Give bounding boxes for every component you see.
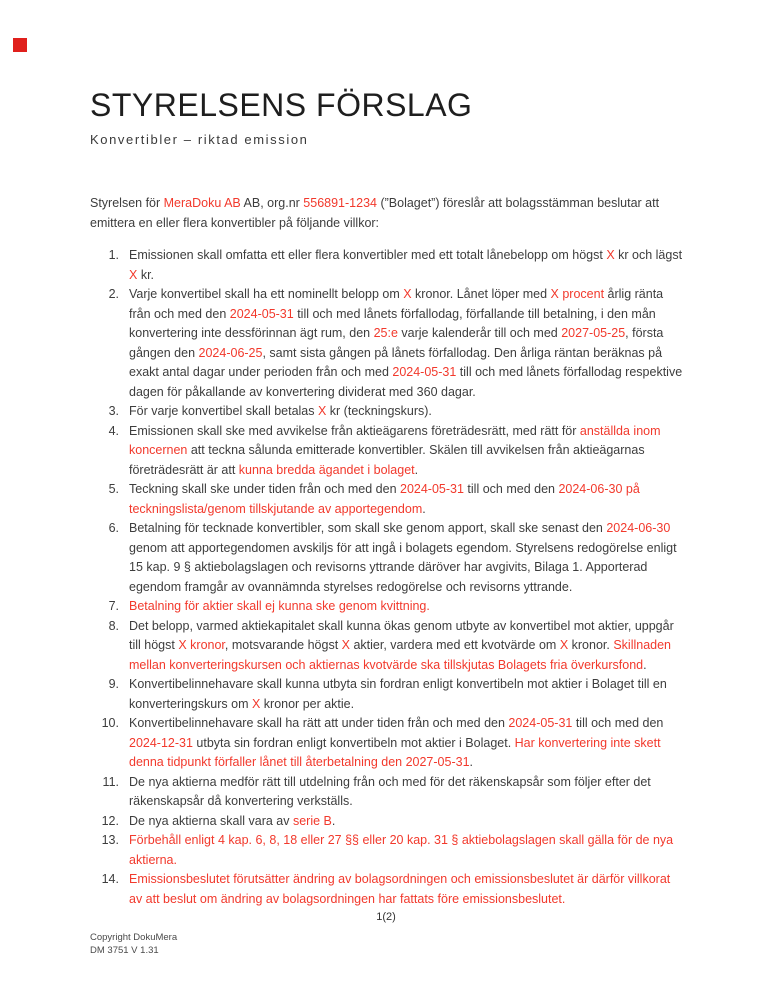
variable-text-red: X xyxy=(251,696,261,711)
variable-text-red: 556891-1234 xyxy=(303,196,377,211)
static-text: till och med lånets förfallodag, förfallande till betalning, i den mån konvertering inte dessförinnan ägt rum, den xyxy=(129,306,656,341)
variable-text-red: X xyxy=(341,638,350,653)
list-item-text xyxy=(129,480,684,519)
list-item xyxy=(90,812,684,832)
list-item-number: 2. xyxy=(108,287,119,302)
variable-text-red: 2027-05-25 xyxy=(561,326,626,341)
list-item xyxy=(90,597,684,617)
static-text: , första gången den xyxy=(129,326,664,360)
list-item-number: 1. xyxy=(108,248,119,263)
static-text: De nya aktierna skall vara av xyxy=(129,813,293,828)
list-item-text xyxy=(129,812,684,832)
static-text: till och med den xyxy=(463,482,559,497)
static-text: utbyta sin fordran enligt konvertibeln mot aktier i Bolaget. xyxy=(192,735,515,750)
list-item-number: 10. xyxy=(101,716,119,731)
variable-text-red: Förbehåll enligt 4 kap. 6, 8, 18 eller 27 §§ eller 20 kap. 31 § aktiebolagslagen skall gälla för de nya aktierna. xyxy=(129,833,674,867)
list-item-text xyxy=(129,246,684,285)
list-item-number: 7. xyxy=(108,599,119,614)
list-item xyxy=(90,519,684,597)
variable-text-red: 2024-05-31 xyxy=(508,716,573,731)
page-title: STYRELSENS FÖRSLAG xyxy=(90,87,473,123)
list-item-number: 11. xyxy=(102,774,119,789)
static-text: Betalning för tecknade konvertibler, som skall ske genom apport, skall ske senast den xyxy=(129,521,607,536)
version-line: DM 3751 V 1.31 xyxy=(90,945,159,956)
static-text: Varje konvertibel skall ha ett nominellt belopp om xyxy=(129,287,404,302)
list-item xyxy=(90,675,684,714)
document-content xyxy=(90,88,684,909)
static-text: genom att apportegendomen avskiljs för att ingå i bolagets egendom. Styrelsens redogörelse enligt 15 kap. 9 § aktiebolagslagen och revisorns yttrande däröver har avgivits, Bilaga 1. Apporterad egendom framgår av ovannämnda styrelses redogörelse och revisorns yttrande. xyxy=(129,540,677,594)
list-item-text xyxy=(129,285,684,402)
variable-text-red: 2024-06-30 på teckningslista/genom tillskjutande av apportegendom xyxy=(129,482,640,516)
static-text: . xyxy=(414,462,419,477)
list-item xyxy=(90,422,684,481)
list-item-text xyxy=(129,870,684,909)
list-item-number: 13. xyxy=(101,833,119,848)
list-item xyxy=(90,714,684,773)
variable-text-red: X xyxy=(606,248,615,263)
static-text: Emissionen skall omfatta ett eller flera konvertibler med ett totalt lånebelopp om högst xyxy=(129,248,607,263)
static-text: till och med den xyxy=(572,716,664,731)
variable-text-red: X xyxy=(403,287,412,302)
variable-text-red: serie B xyxy=(292,813,332,828)
list-item-number: 3. xyxy=(108,404,119,419)
static-text: kr och lägst xyxy=(614,248,683,263)
variable-text-red: Emissionsbeslutet förutsätter ändring av bolagsordningen och emissionsbeslutet är därför villkorat av att beslut om ändring av bolagsordningen har fattats före emissionsbeslutet. xyxy=(129,872,671,906)
static-text: aktier, vardera med ett kvotvärde om xyxy=(349,638,560,653)
list-item-text xyxy=(129,617,684,676)
copyright-line: Copyright DokuMera xyxy=(90,932,178,943)
list-item xyxy=(90,617,684,676)
static-text: De nya aktierna medför rätt till utdelning från och med för det räkenskapsår som följer efter det räkenskapsår då konvertering verkställs. xyxy=(129,774,651,809)
list-item-number: 9. xyxy=(108,677,119,692)
static-text: AB, org.nr xyxy=(240,196,304,211)
list-item-number: 14. xyxy=(101,872,119,887)
variable-text-red: kunna bredda ägandet i bolaget xyxy=(238,462,415,477)
static-text: . xyxy=(331,813,336,828)
list-item-number: 8. xyxy=(108,618,119,633)
variable-text-red: X xyxy=(317,404,327,419)
page-number: 1(2) xyxy=(376,911,396,923)
list-item xyxy=(90,246,684,285)
variable-text-red: anställda inom koncernen xyxy=(129,423,661,458)
terms-list xyxy=(90,246,684,909)
static-text: (”Bolaget”) föreslår att bolagsstämman beslutar att emittera en eller flera konvertibler på följande villkor: xyxy=(90,196,660,230)
static-text: kronor. Lånet löper med xyxy=(411,287,551,302)
variable-text-red: X xyxy=(129,267,138,282)
list-item-number: 5. xyxy=(108,482,119,497)
variable-text-red: 2024-05-31 xyxy=(229,306,294,321)
static-text: , samt sista gången på lånets förfallodag. Den årliga räntan beräknas på exakt antal dagar under perioden från och med xyxy=(129,345,663,380)
list-item xyxy=(90,285,684,402)
variable-text-red: X kronor xyxy=(178,638,225,653)
list-item-text xyxy=(129,675,684,714)
list-item xyxy=(90,402,684,422)
static-text: årlig ränta från och med den xyxy=(129,287,664,321)
brand-logo-square xyxy=(13,38,27,52)
static-text: , motsvarande högst xyxy=(224,638,342,653)
static-text: . xyxy=(469,755,473,770)
page-subtitle: Konvertibler – riktad emission xyxy=(90,132,309,148)
variable-text-red: 2024-05-31 xyxy=(392,365,457,380)
variable-text-red: Har konvertering inte skett denna tidpunkt förfaller lånet till återbetalning den 2027-05-31 xyxy=(129,735,661,770)
static-text: För varje konvertibel skall betalas xyxy=(129,404,318,419)
variable-text-red: MeraDoku AB xyxy=(163,196,241,211)
static-text: Det belopp, varmed aktiekapitalet skall kunna ökas genom utbyte av konvertibel mot aktier, uppgår till högst xyxy=(129,618,674,653)
list-item xyxy=(90,870,684,909)
list-item-text xyxy=(129,597,684,617)
static-text: till och med lånets förfallodag respektive dagen för påkallande av konvertering dividerat med 360 dagar. xyxy=(129,365,683,399)
static-text: att teckna sålunda emitterade konvertibler. Skälen till avvikelsen från aktieägarnas företrädesrätt är att xyxy=(129,443,645,477)
variable-text-red: Betalning för aktier skall ej kunna ske genom kvittning. xyxy=(129,599,430,614)
static-text: kr (teckningskurs). xyxy=(326,404,432,419)
variable-text-red: 2024-12-31 xyxy=(129,735,193,750)
list-item-number: 6. xyxy=(108,521,119,536)
static-text: varje kalenderår till och med xyxy=(397,326,562,341)
variable-text-red: X xyxy=(559,638,569,653)
static-text: Konvertibelinnehavare skall ha rätt att under tiden från och med den xyxy=(129,716,509,731)
list-item-text xyxy=(129,402,684,422)
variable-text-red: 2024-06-30 xyxy=(606,521,671,536)
list-item-number: 4. xyxy=(108,423,119,438)
list-item-text xyxy=(129,519,684,597)
static-text: . xyxy=(643,657,647,672)
static-text: . xyxy=(422,501,426,516)
footer-copyright xyxy=(90,931,177,957)
variable-text-red: 25:e xyxy=(373,326,398,341)
variable-text-red: 2024-05-31 xyxy=(400,482,464,497)
static-text: kronor. xyxy=(568,638,614,653)
variable-text-red: 2024-06-25 xyxy=(198,345,263,360)
list-item xyxy=(90,773,684,812)
static-text: kronor per aktie. xyxy=(260,696,355,711)
static-text: kr. xyxy=(137,267,155,282)
list-item xyxy=(90,480,684,519)
intro-paragraph xyxy=(90,194,684,233)
static-text: Konvertibelinnehavare skall kunna utbyta sin fordran enligt konvertibeln mot aktier i Bolaget till en konverteringskurs om xyxy=(129,677,667,711)
static-text: Teckning skall ske under tiden från och med den xyxy=(129,482,400,497)
static-text: Emissionen skall ske med avvikelse från aktieägarens företrädesrätt, med rätt för xyxy=(129,423,580,438)
static-text: Styrelsen för xyxy=(90,196,164,211)
variable-text-red: X procent xyxy=(550,287,605,302)
variable-text-red: Skillnaden mellan konverteringskursen och aktiernas kvotvärde ska tillskjutas Bolagets fria överkursfond xyxy=(129,638,672,672)
list-item-number: 12. xyxy=(101,813,119,828)
list-item-text xyxy=(129,714,684,773)
list-item-text xyxy=(129,831,684,870)
list-item xyxy=(90,831,684,870)
list-item-text xyxy=(129,773,684,812)
list-item-text xyxy=(129,422,684,481)
